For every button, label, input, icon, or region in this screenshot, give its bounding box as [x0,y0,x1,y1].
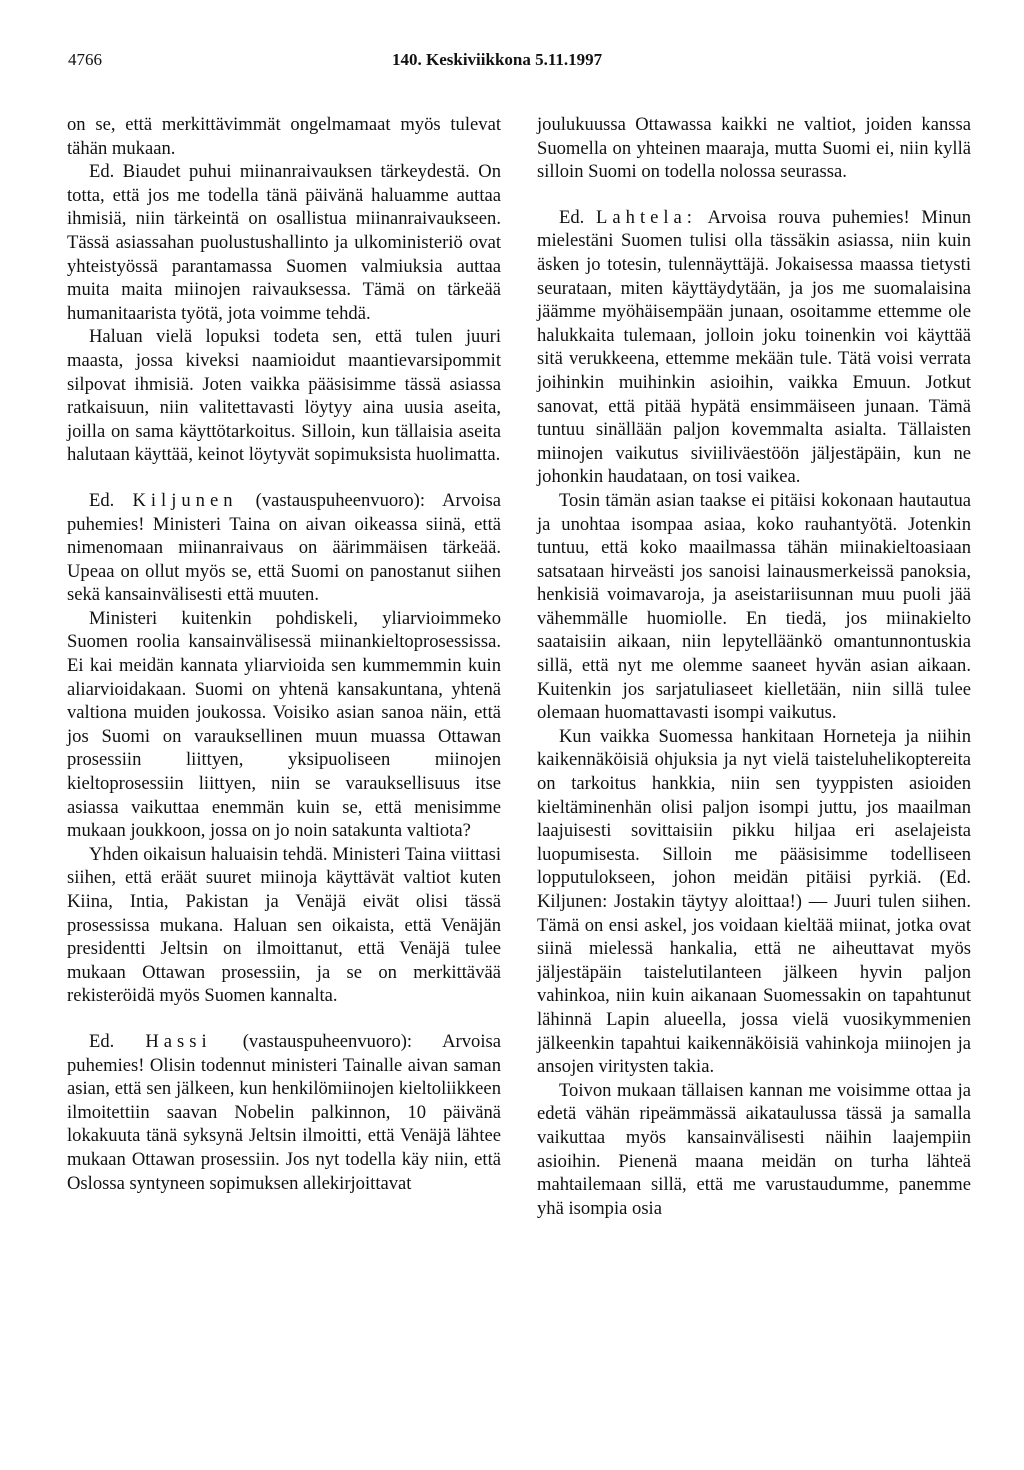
running-head: 140. Keskiviikkona 5.11.1997 [392,50,603,69]
paragraph: Toivon mukaan tällaisen kannan me voisimme ottaa ja edetä vähän ripeämmässä aikataulussa tässä ja samalla vaikuttaa myös kansainvälisesti näihin laajempiin asioihin. Pienenä maana meidän on turha lähteä mahtailemaan sillä, että me varustaudumme, panemme yhä isompia osia [537,1079,971,1219]
speaker-prefix: Ed. [89,1030,115,1052]
paragraph: on se, että merkittävimmät ongelmamaat myös tulevat tähän mukaan. [67,114,501,159]
speaker-prefix: Ed. [559,206,585,228]
speech-text: Arvoisa rouva puhemies! Minun mielestäni Suomen tulisi olla tässäkin asiassa, niin kuin äsken jo totesin, tulennäyttäjä. Jokaisessa maassa tietysti seurataan, miten käyttäydytään, ja jos me suomalaisina jäämme myöhäisempään junaan, osoitamme ettemme ole halukkaita tulemaan, jolloin joku toinenkin voi käyttää sitä verukkeena, ettemme mekään tule. Tätä voisi verrata joihinkin muihinkin asioihin, vaikka Emuun. Jotkut sanovat, että pitää hypätä ensimmäiseen junaan. Tämä tuntuu sinällään paljon kovemmalta asialta. Tällaisten miinojen vaikutus siviiliväestöön jäljestäpäin, kun ne johonkin haudataan, on tosi vaikea. [537,206,972,488]
left-column [67,113,501,1195]
paragraph: Yhden oikaisun haluaisin tehdä. Ministeri Taina viittasi siihen, että eräät suuret miinoja käyttävät valtiot kuten Kiina, Intia, Pakistan ja Venäjä eivät olisi tässä prosessissa mukana. Haluan sen oikaista, että Venäjän presidentti Jeltsin on ilmoittanut, että Venäjä tulee mukaan Ottawan prosessiin, ja se on merkittävää rekisteröidä myös Suomen kannalta. [67,843,501,1007]
paragraph: Haluan vielä lopuksi todeta sen, että tulen juuri maasta, jossa kiveksi naamioidut maantievarsipommit silpovat ihmisiä. Joten vaikka pääsisimme tässä asiassa ratkaisuun, niin valitettavasti löytyy aina uusia aseita, joilla on sama käyttötarkoitus. Silloin, kun tällaisia aseita halutaan käyttää, keinot löytyvät sopimuksista huolimatta. [67,326,501,466]
speaker-prefix: Ed. [89,489,115,511]
speaker-name: Hassi [145,1030,212,1052]
speech-kiljunen [67,489,501,607]
speech-hassi [67,1030,501,1195]
paragraph: Ministeri kuitenkin pohdiskeli, yliarvioimmeko Suomen roolia kansainvälisessä miinankieltoprosessissa. Ei kai meidän kannata yliarvioida sen kummemmin kuin aliarvioidakaan. Suomi on yhtenä kansakuntana, yhtenä valtiona muiden joukossa. Voisiko asian sanoa näin, että jos Suomi on varauksellinen muun muassa Ottawan prosessiin liittyen, yksipuoliseen miinojen kieltoprosessiin liittyen, niin se varauksellisuus itse asiassa vaikuttaa enemmän kuin se, että menisimme mukaan joukkoon, jossa on jo noin satakunta valtiota? [67,607,501,842]
paragraph: Kun vaikka Suomessa hankitaan Horneteja ja niihin kaikennäköisiä ohjuksia ja nyt vielä taisteluhelikoptereita on tarkoitus hankkia, niin sen tyyppisten asioiden kieltäminenhän olisi paljon isompi juttu, jos maailman laajuisesti sovittaisiin pikku hiljaa eri aselajeista luopumisesta. Silloin me pääsisimme todelliseen lopputulokseen, johon meidän pitäisi pyrkiä. (Ed. Kiljunen: Jostakin täytyy aloittaa!) — Juuri tulen siihen. Tämä on ensi askel, jos voidaan kieltää miinat, jotka ovat siinä mielessä hankalia, että ne aiheuttavat myös jäljestäpäin taistelutilanteen jälkeen hyvin paljon vahinkoa, niin kuin aikanaan Suomessakin on tapahtunut lähinnä Lapin alueella, jossa vielä vuosikymmenien jälkeenkin tapahtui kaikennäköisiä vahinkoja miinojen ja ansojen viritysten takia. [537,725,971,1078]
paragraph: joulukuussa Ottawassa kaikki ne valtiot, joiden kanssa Suomella on yhteinen maaraja, mutta Suomi ei, niin kyllä silloin Suomi on todella nolossa seurassa. [537,114,971,183]
paragraph: Tosin tämän asian taakse ei pitäisi kokonaan hautautua ja unohtaa isompaa asiaa, koko rauhantyötä. Jotenkin tuntuu, että koko maailmassa tähän miinakieltoasiaan satsataan hirveästi jos sanoisi lainausmerkeissä panoksia, henkisiä voimavaroja, ja aseistariisunnan muu puoli jää vähemmälle huomiolle. En tiedä, jos miinakielto saataisiin aikaan, niin lepytelläänkö omantunnontuskia sillä, että nyt me olemme saaneet hyvän asian aikaan. Kuitenkin jos sarjatuliaseet kielletään, niin sillä tulee olemaan huomattavasti isompi vaikutus. [537,489,971,724]
page-header [68,50,968,72]
speaker-name: Kiljunen [132,489,238,511]
speech-text: (vastauspuheenvuoro): Arvoisa puhemies! Ministeri Taina on aivan oikeassa siinä, että nimenomaan miinanraivaus on äärimmäisen tärkeää. Upeaa on ollut myös se, että Suomi on panostanut siihen sekä kansainvälisesti että muuten. [67,489,502,606]
speech-lahtela [537,206,971,489]
page-number: 4766 [68,50,102,69]
paragraph: Ed. Biaudet puhui miinanraivauksen tärkeydestä. On totta, että jos me todella tänä päivänä haluamme auttaa ihmisiä, niin tärkeintä on osallistua miinanraivaukseen. Tässä asiassahan puolustushallinto ja ulkoministeriö ovat yhteistyössä parantamassa Suomen valmiuksia auttaa muita maita miinojen raivauksessa. Tämä on tärkeää humanitaarista työtä, jota voimme tehdä. [67,161,501,324]
right-column [537,113,971,1220]
speech-text: (vastauspuheenvuoro): Arvoisa puhemies! Olisin todennut ministeri Tainalle aivan saman asian, että sen jälkeen, kun henkilömiinojen kieltoliikkeen ilmoitettiin saavan Nobelin palkinnon, 10 päivänä lokakuuta tänä syksynä Jeltsin ilmoitti, että Venäjä lähtee mukaan Ottawan prosessiin. Jos nyt todella käy niin, että Oslossa syntyneen sopimuksen allekirjoittavat [67,1030,501,1194]
speaker-name: Lahtela: [596,206,697,228]
